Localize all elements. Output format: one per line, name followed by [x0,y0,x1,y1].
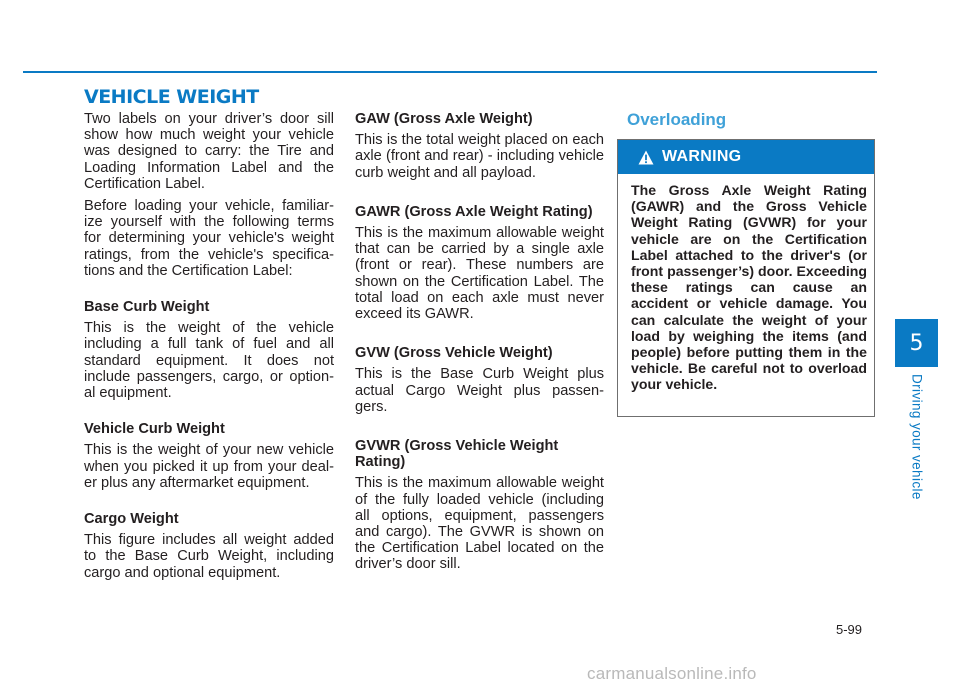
page-number: 5-99 [836,622,863,637]
cargo-text: This figure includes all weight added to the Base Curb Weight, including cargo and optional equipment. [84,532,334,581]
warning-label: WARNING [662,148,742,165]
gvwr-text: This is the maximum allowable weight of the fully loaded vehicle (including all options, equipment, passengers and cargo). The GVWR is shown on the Certification Label located on the driver’s door sill. [355,475,604,573]
base-curb-heading: Base Curb Weight [84,299,210,316]
chapter-number-tab: 5 [895,319,938,367]
base-curb-text: This is the weight of the vehicle including a full tank of fuel and all standard equipment. It does not include passengers, cargo, or option-al equipment. [84,320,334,402]
gawr-text: This is the maximum allowable weight that can be carried by a single axle (front or rear). These numbers are shown on the Certification Label. The total load on each axle must never exceed its GAWR. [355,225,604,323]
warning-header [618,140,874,174]
vehicle-curb-heading: Vehicle Curb Weight [84,421,225,438]
top-rule [23,71,877,73]
column-1 [84,111,334,587]
intro-paragraph-1: Two labels on your driver’s door sill show how much weight your vehicle was designed to carry: the Tire and Loading Information Label and the Certification Label. [84,111,334,192]
section-title: VEHICLE WEIGHT [84,86,259,108]
warning-box [617,139,875,417]
gvwr-heading: GVWR (Gross Vehicle Weight Rating) [355,438,559,471]
column-2 [355,111,604,579]
gawr-heading: GAWR (Gross Axle Weight Rating) [355,203,593,220]
gaw-heading: GAW (Gross Axle Weight) [355,111,533,127]
gvw-text: This is the Base Curb Weight plus actual Cargo Weight plus passen-gers. [355,366,604,415]
overloading-title: Overloading [627,110,727,129]
chapter-label: Driving your vehicle [909,374,925,500]
watermark: carmanualsonline.info [587,664,757,683]
gaw-text: This is the total weight placed on each axle (front and rear) - including vehicle curb weight and all payload. [355,132,604,181]
cargo-heading: Cargo Weight [84,511,179,528]
vehicle-curb-text: This is the weight of your new vehicle when you picked it up from your deal-er plus any aftermarket equipment. [84,442,334,491]
intro-paragraph-2: Before loading your vehicle, familiar-ize yourself with the following terms for determining your vehicle's weight ratings, from the vehicle's specifica-tions and the Certification Label: [84,198,334,279]
gvw-heading: GVW (Gross Vehicle Weight) [355,345,553,362]
warning-text: The Gross Axle Weight Rating (GAWR) and the Gross Vehicle Weight Rating (GVWR) for your vehicle are on the Certification Label attached to the driver's (or front passenger’s) door. Exceeding these ratings can cause an accident or vehicle damage. You can calculate the weight of your load by weighing the items (and people) before putting them in the vehicle. Be careful not to overload your vehicle. [631,182,867,393]
warning-triangle-icon [638,150,654,165]
